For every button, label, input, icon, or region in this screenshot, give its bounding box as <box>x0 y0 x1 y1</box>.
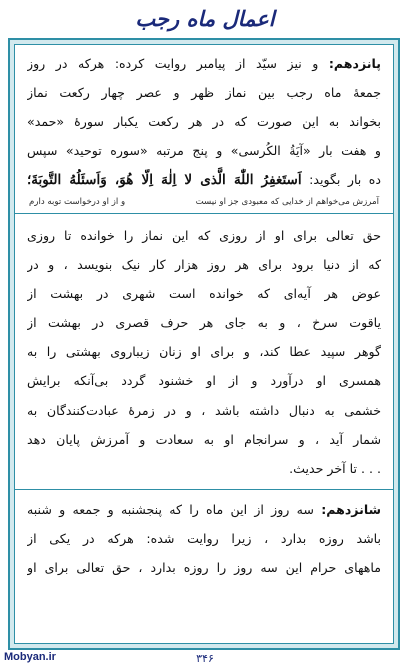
site-watermark: Mobyan.ir <box>4 651 56 663</box>
text-line: . . . تا آخر حدیث. <box>289 460 381 476</box>
text-line: شمار آید ، و سرانجام او به سعادت و آمرزش پایان دهد <box>27 431 381 447</box>
text-line: حق تعالی برای او از روزی که این نماز را خوانده تا روزی <box>27 228 381 243</box>
text-line: ماههای حرام این سه روز را روزه بدارد ، حق تعالی برای او <box>27 560 381 576</box>
text-line: یاقوت سرخ ، و به جای هر حرف قصری در بهشت از <box>27 315 381 331</box>
text-line: خشمی به دنبال داشته باشد ، و در زمرهٔ عبادت‌کنندگان به <box>27 402 381 418</box>
text-line: بخواند به این صورت که در هر رکعت یکبار سورهٔ «حمد» <box>27 114 381 130</box>
translation-part: آمرزش می‌خواهم از خدایی که معبودی جز او نیست <box>195 197 379 207</box>
section-divider <box>15 489 393 490</box>
text-line: و هفت بار «آیَةُ الكُرسى» و پنج مرتبه «سوره توحید» سپس <box>27 143 381 159</box>
section-divider <box>15 213 393 214</box>
text-line: همسری او درآورد و از او خشنود گردد بی‌آنکه برایش <box>27 373 381 389</box>
section-heading: پانزدهم: <box>328 56 381 71</box>
text-line: باشد روزه بدارد ، زیرا روایت شده: هرکه در یکی از <box>27 531 381 547</box>
text-line: جمعهٔ ماه رجب بین نماز ظهر و عصر چهار رکعت نماز <box>27 85 381 101</box>
translation-part: و از او درخواست توبه دارم <box>29 197 126 207</box>
text-line: شانزدهم: سه روز از این ماه را که پنجشنبه و جمعه و شنبه <box>27 502 381 517</box>
page-frame <box>8 38 400 650</box>
supplication-translation <box>15 197 393 207</box>
text-line: ده بار بگوید: اَستَغفِرُ اللّٰهَ الَّذى لا اِلٰهَ اِلّا هُوَ، وَاَسئَلُهُ التَّوبَةَ؛ <box>27 172 381 189</box>
text-line: که از دنیا برود برای هر روز هزار کار نیک بنویسد ، و در <box>27 257 381 273</box>
arabic-supplication: اَستَغفِرُ اللّٰهَ الَّذى لا اِلٰهَ اِلّا هُوَ، وَاَسئَلُهُ التَّوبَةَ؛ <box>27 172 302 189</box>
page-title: اعمال ماه رجب <box>135 6 275 31</box>
text-panel <box>14 44 394 644</box>
section-fifteen-continued <box>15 221 393 483</box>
text-line: گوهر سپید عطا کند، و برای او زنان زیباروی بهشتی را به <box>27 344 381 360</box>
section-fifteen <box>15 49 393 195</box>
section-heading: شانزدهم: <box>321 502 381 517</box>
text-line: پانزدهم: و نیز سیّد از پیامبر روایت کرده: هرکه در روز <box>27 56 381 71</box>
text-line: عوض هر آیه‌ای که خوانده است شهری در بهشت از <box>27 286 381 302</box>
section-sixteen <box>15 495 393 582</box>
page-number: ۳۴۶ <box>196 652 214 665</box>
